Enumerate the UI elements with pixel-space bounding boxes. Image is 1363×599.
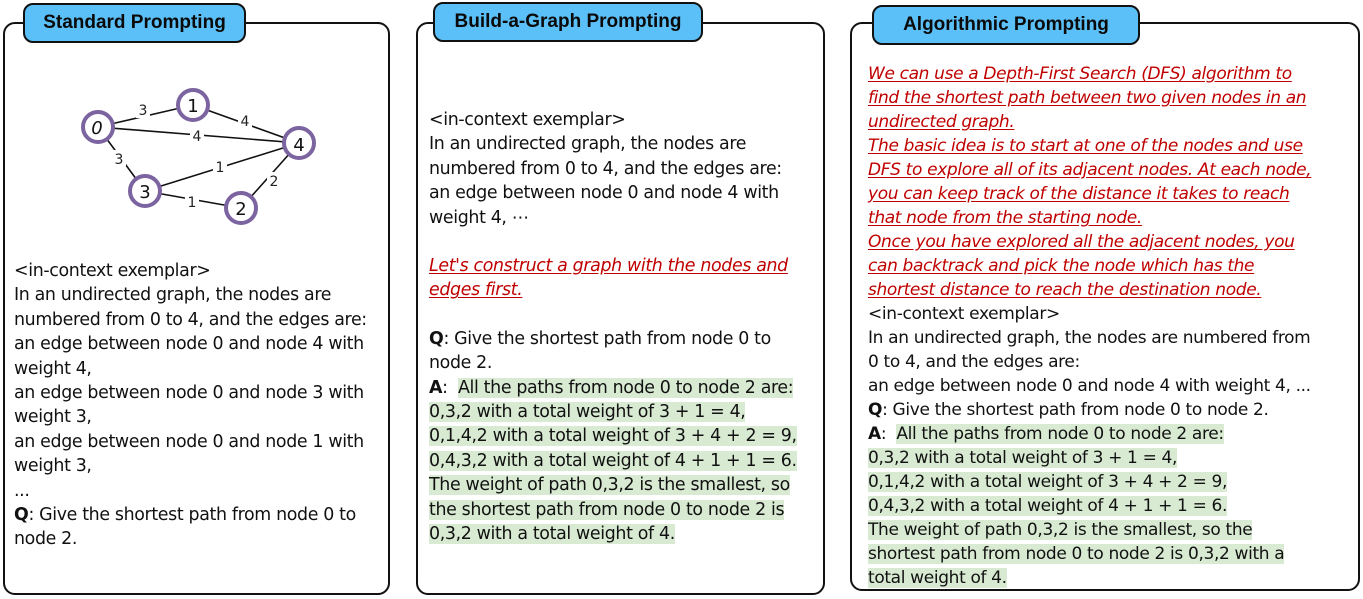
question-line: Q: Give the shortest path from node 0 to xyxy=(429,328,771,349)
tab-build-a-graph-prompting xyxy=(433,2,703,42)
question-line: Q: Give the shortest path from node 0 to xyxy=(14,505,356,526)
question-line: Q: Give the shortest path from node 0 to node 2. xyxy=(868,400,1269,420)
tab-standard-prompting xyxy=(23,3,246,43)
q-label: Q xyxy=(429,328,444,349)
q-label: Q xyxy=(14,505,29,526)
panel-title: Algorithmic Prompting xyxy=(903,14,1109,35)
svg-text:3: 3 xyxy=(139,182,151,203)
edge-weight-3-2: 1 xyxy=(187,195,197,211)
answer-line: A: All the paths from node 0 to node 2 are: xyxy=(429,377,794,398)
algorithm-instruction: We can use a Depth-First Search (DFS) algorithm to xyxy=(868,64,1292,84)
edge-weight-3-4: 1 xyxy=(215,160,225,176)
exemplar-tag: <in-context exemplar> xyxy=(868,304,1060,324)
svg-text:0: 0 xyxy=(91,118,103,139)
exemplar-tag: <in-context exemplar> xyxy=(429,110,626,130)
a-label: A xyxy=(429,377,443,398)
svg-text:2: 2 xyxy=(235,199,247,220)
svg-text:1: 1 xyxy=(187,96,199,117)
standard-prompt-text: <in-context exemplar> In an undirected graph, the nodes are numbered from 0 to 4, and the edges are: an edge between node 0 and node 4 with weight 4, an edge between node 0 and node 3 with weight 3, an edge between node 0 and node 1 with weight 3, ... Q: Give the shortest path from node 0 to node 2. xyxy=(14,261,367,550)
edge-weight-0-4: 4 xyxy=(192,129,202,145)
svg-text:4: 4 xyxy=(293,135,305,156)
ellipsis: ... xyxy=(14,480,30,501)
build-graph-instruction: Let's construct a graph with the nodes and xyxy=(429,256,788,277)
tab-algorithmic-prompting xyxy=(872,5,1140,45)
algorithmic-prompt-text: We can use a Depth-First Search (DFS) algorithm to find the shortest path between two given nodes in an undirected graph. The basic idea is to start at one of the nodes and use DFS to explore all of its adjacent nodes. At each node, you can keep track of the distance it takes to reach that node from the starting node. Once you have explored all the adjacent nodes, you can backtrack and pick the node which has the shortest distance to reach the destination node. <in-context exemplar> In an undirected graph, the nodes are numbered from 0 to 4, and the edges are: an edge between node 0 and node 4 with weight 4, ... Q: Give the shortest path from node 0 to node 2. A: All the paths from node 0 to node 2 are: 0,3,2 with a total weight of 3 + 1 = 4, 0,1,4,2 with a total weight of 3 + 4 + 2 = 9, 0,4,3,2 with a total weight of 4 + 1 + 1 = 6. The weight of path 0,3,2 is the smallest, so the shortest path from node 0 to node 2 is 0,3,2 with a total weight of 4. xyxy=(868,64,1312,588)
q-label: Q xyxy=(868,400,883,420)
build-a-graph-text: <in-context exemplar> In an undirected graph, the nodes are numbered from 0 to 4, and the edges are: an edge between node 0 and node 4 with weight 4, ⋯ Let's construct a graph with the nodes and edges first. Q: Give the shortest path from node 0 to node 2. A: All the paths from node 0 to node 2 are: 0,3,2 with a total weight of 3 + 1 = 4, 0,1,4,2 with a total weight of 3 + 4 + 2 = 9, 0,4,3,2 with a total weight of 4 + 1 + 1 = 6. The weight of path 0,3,2 is the smallest, so the shortest path from node 0 to node 2 is 0,3,2 with a total weight of 4. xyxy=(429,110,797,545)
edge-weight-1-4: 4 xyxy=(240,114,250,130)
panel-title: Standard Prompting xyxy=(43,12,226,33)
panel-title: Build-a-Graph Prompting xyxy=(454,11,682,32)
edge-weight-2-4: 2 xyxy=(269,174,279,190)
edge-weight-0-1: 3 xyxy=(138,103,148,119)
edge-weight-0-3: 3 xyxy=(114,152,124,168)
a-label: A xyxy=(868,424,881,444)
exemplar-tag: <in-context exemplar> xyxy=(14,261,211,281)
answer-line: A: All the paths from node 0 to node 2 are: xyxy=(868,424,1224,444)
